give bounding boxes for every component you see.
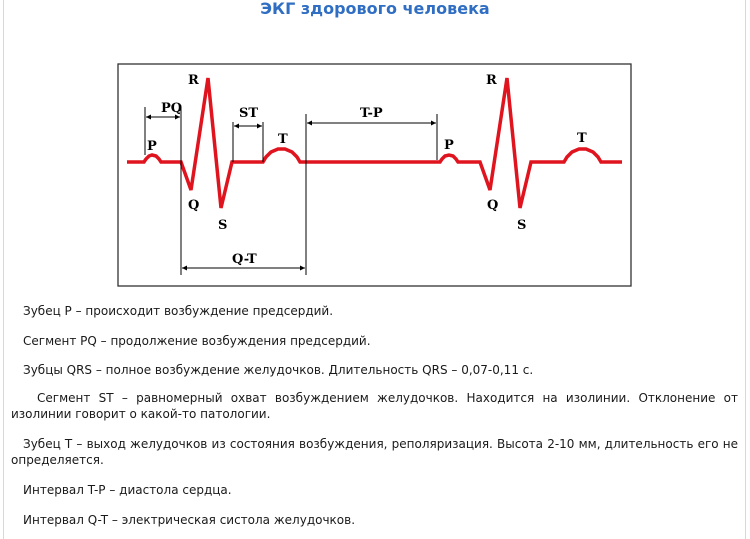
label-s1: S	[218, 218, 228, 233]
label-st: ST	[239, 106, 259, 121]
p-wave-description: Зубец P – происходит возбуждение предсердий.	[23, 304, 334, 318]
t-wave-description: Зубец T – выход желудочков из состояния возбуждения, реполяризация. Высота 2-10 мм, длительность его не определяется.	[11, 437, 738, 467]
page-title: ЭКГ здорового человека	[260, 0, 490, 18]
label-pq: PQ	[161, 101, 183, 116]
label-q2: Q	[487, 198, 499, 213]
label-qt: Q-T	[232, 252, 257, 267]
qt-interval-description: Интервал Q-T – электрическая систола желудочков.	[23, 513, 356, 527]
label-r2: R	[486, 73, 497, 88]
reference-lines	[145, 107, 437, 275]
label-p1: P	[147, 139, 157, 154]
pq-segment-description: Сегмент PQ – продолжение возбуждения предсердий.	[23, 334, 371, 348]
label-t2: T	[577, 131, 587, 146]
qrs-description: Зубцы QRS – полное возбуждение желудочков. Длительность QRS – 0,07-0,11 с.	[23, 363, 534, 377]
label-s2: S	[517, 218, 527, 233]
label-tp: T-P	[360, 106, 383, 121]
label-p2: P	[444, 138, 454, 153]
ecg-trace	[127, 78, 622, 208]
st-segment-description: Сегмент ST – равномерный охват возбуждением желудочков. Находится на изолинии. Отклонение от изолинии говорит о какой-то патологии.	[11, 391, 738, 421]
label-r1: R	[188, 73, 199, 88]
label-t1: T	[278, 132, 288, 147]
tp-interval-description: Интервал T-P – диастола сердца.	[23, 483, 232, 497]
label-q1: Q	[188, 198, 200, 213]
